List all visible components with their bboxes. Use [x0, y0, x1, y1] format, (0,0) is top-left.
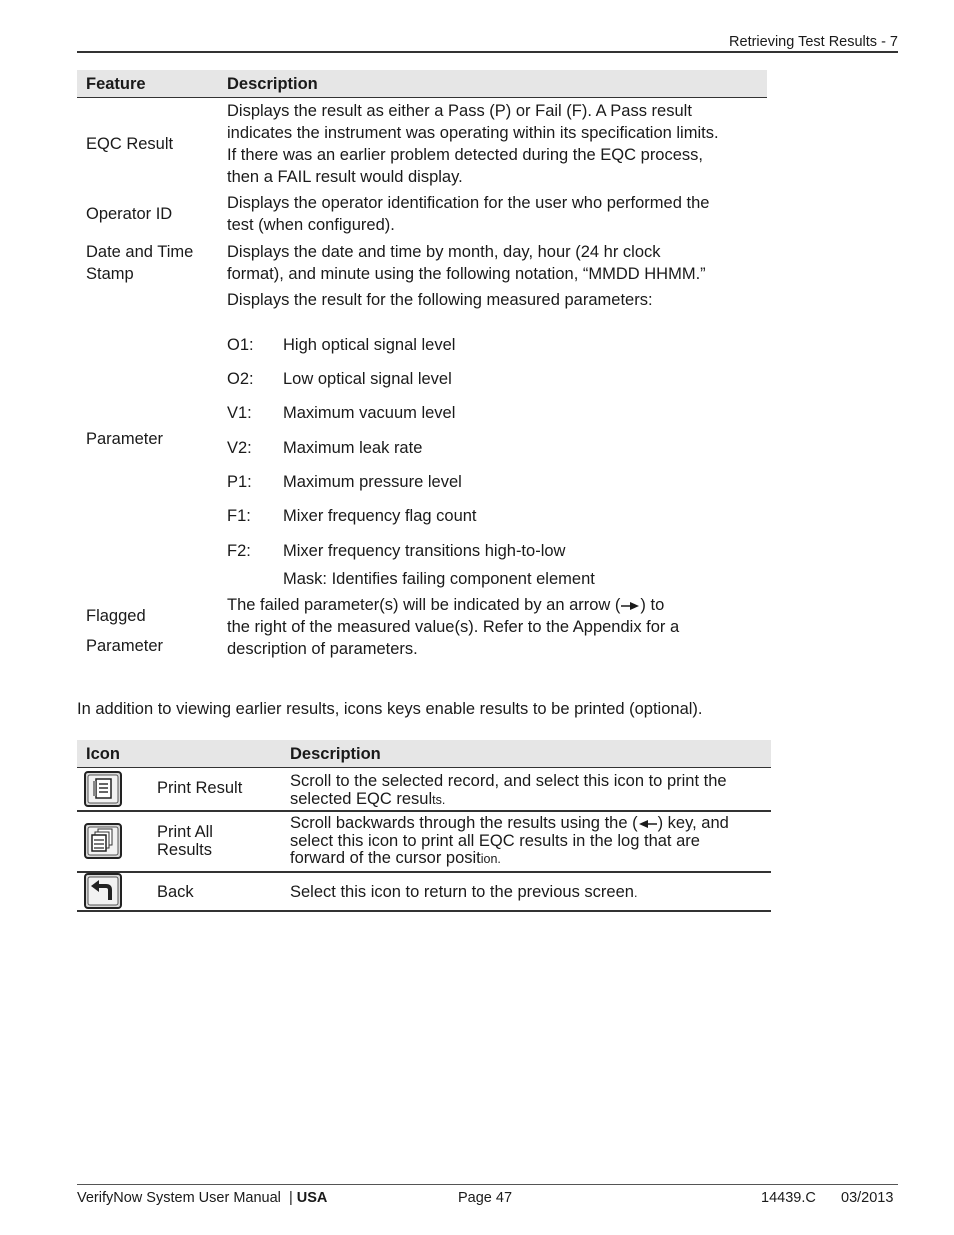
feature-date-time — [86, 241, 193, 285]
param-code: O1: — [227, 336, 254, 354]
param-code: O2: — [227, 370, 254, 388]
param-desc: Mixer frequency flag count — [283, 507, 477, 525]
desc-line: If there was an earlier problem detected during the EQC process, — [227, 146, 703, 164]
desc-text: ts. — [432, 792, 446, 807]
feature-line: Date and Time — [86, 243, 194, 261]
table-bottom-rule — [77, 910, 771, 912]
desc-text: ion. — [480, 852, 501, 866]
desc-text: Scroll backwards through the results using the ( — [290, 814, 638, 832]
desc-text: selected EQC resul — [290, 789, 433, 808]
footer-region: USA — [296, 1190, 328, 1206]
feature-line: Flagged — [86, 607, 146, 625]
param-mask: Mask: Identifies failing component element — [283, 570, 595, 588]
desc-text: . — [633, 886, 638, 900]
desc-flagged-parameter — [227, 594, 679, 660]
intro-paragraph: In addition to viewing earlier results, icons keys enable results to be printed (optional). — [77, 700, 703, 718]
icon-desc-back — [290, 884, 637, 903]
param-desc: Maximum pressure level — [283, 473, 462, 491]
desc-text: The failed parameter(s) will be indicated by an arrow ( — [227, 596, 621, 614]
param-desc: Maximum vacuum level — [283, 404, 456, 422]
label-line: Results — [157, 840, 213, 859]
desc-line — [290, 850, 729, 869]
param-code: V1: — [227, 404, 252, 422]
back-arrow-icon[interactable] — [84, 873, 122, 909]
manual-title: VerifyNow System User Manual — [77, 1190, 281, 1206]
param-code: F1: — [227, 507, 251, 525]
icon-label-back: Back — [157, 883, 194, 901]
feature-parameter: Parameter — [86, 430, 164, 448]
print-result-icon[interactable] — [84, 771, 122, 807]
param-code: V2: — [227, 439, 252, 457]
desc-line: description of parameters. — [227, 640, 418, 658]
param-code: P1: — [227, 473, 252, 491]
icon-desc-print-all — [290, 815, 729, 869]
desc-line: Scroll to the selected record, and select this icon to print the — [290, 772, 727, 790]
footer-divider — [77, 1184, 898, 1185]
doc-number: 14439.C — [761, 1190, 816, 1206]
icon-label-print-all — [157, 824, 213, 859]
feature-operator-id: Operator ID — [86, 205, 173, 223]
desc-line: Displays the result as either a Pass (P) or Fail (F). A Pass result — [227, 102, 692, 120]
desc-operator-id — [227, 192, 709, 236]
parameter-intro: Displays the result for the following measured parameters: — [227, 291, 653, 309]
row-divider — [77, 871, 771, 873]
desc-line — [227, 594, 679, 616]
right-arrow-icon — [620, 601, 640, 611]
feature-flagged-parameter — [86, 605, 163, 657]
desc-eqc-result — [227, 100, 719, 188]
desc-line: indicates the instrument was operating within its specification limits. — [227, 124, 719, 142]
feature-eqc-result: EQC Result — [86, 135, 174, 153]
desc-date-time — [227, 241, 706, 285]
desc-text: ) to — [640, 596, 665, 614]
page-number: Page 47 — [458, 1190, 513, 1206]
feature-line: Parameter — [86, 637, 164, 655]
desc-line — [290, 815, 729, 833]
footer-manual — [77, 1190, 327, 1206]
desc-line: test (when configured). — [227, 216, 395, 234]
desc-text: ) key, and — [657, 814, 729, 832]
header-divider — [77, 51, 898, 53]
param-desc: Low optical signal level — [283, 370, 452, 388]
desc-text: forward of the cursor posit — [290, 849, 481, 867]
desc-line: the right of the measured value(s). Refer to the Appendix for a — [227, 618, 680, 636]
desc-line — [290, 791, 727, 810]
feature-table-header — [77, 70, 767, 98]
print-all-results-icon[interactable] — [84, 823, 122, 859]
desc-text: Select this icon to return to the previous screen — [290, 883, 634, 901]
col-feature: Feature — [86, 75, 146, 93]
desc-line: Displays the date and time by month, day, hour (24 hr clock — [227, 243, 661, 261]
doc-date: 03/2013 — [841, 1190, 894, 1206]
col-description: Description — [227, 75, 318, 93]
icon-label-print-result: Print Result — [157, 779, 243, 797]
desc-line: format), and minute using the following notation, “MMDD HHMM.” — [227, 265, 706, 283]
row-divider — [77, 810, 771, 812]
running-header: Retrieving Test Results - 7 — [729, 34, 898, 50]
param-desc: Mixer frequency transitions high-to-low — [283, 542, 566, 560]
label-line: Print All — [157, 823, 213, 841]
param-desc: Maximum leak rate — [283, 439, 423, 457]
col-icon-description: Description — [290, 745, 381, 763]
desc-line: Displays the operator identification for the user who performed the — [227, 194, 710, 212]
feature-line: Stamp — [86, 265, 134, 283]
icon-table-header — [77, 740, 771, 768]
param-code: F2: — [227, 542, 251, 560]
footer-separator: | — [288, 1190, 293, 1206]
icon-desc-print-result — [290, 773, 727, 809]
desc-line: select this icon to print all EQC results in the log that are — [290, 831, 700, 850]
left-arrow-icon — [638, 819, 658, 829]
col-icon: Icon — [86, 745, 120, 763]
param-desc: High optical signal level — [283, 336, 456, 354]
desc-line: then a FAIL result would display. — [227, 168, 463, 186]
